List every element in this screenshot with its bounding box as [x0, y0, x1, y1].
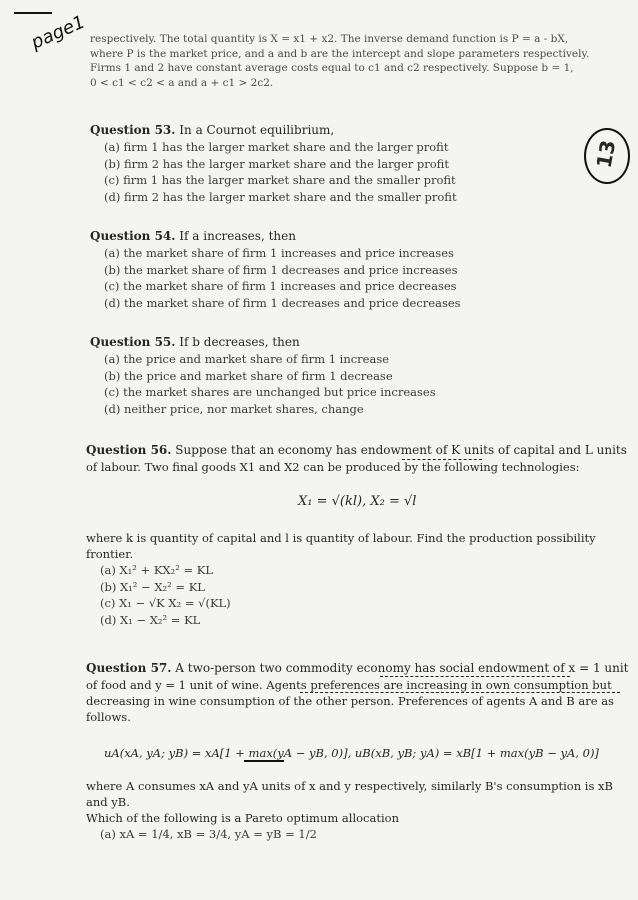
- question-57-text: of food and y = 1 unit of wine. Agents preferences are increasing in own consumption but: [86, 678, 612, 692]
- question-56-label: Question 56.: [86, 443, 172, 457]
- question-53-prompt: In a Cournot equilibrium,: [179, 123, 335, 137]
- question-56-text: of labour. Two final goods X1 and X2 can be produced by the following technologies:: [86, 460, 580, 474]
- question-57-text: decreasing in wine consumption of the other person. Preferences of agents A and B are as: [86, 694, 614, 708]
- question-54-option-a[interactable]: (a) the market share of firm 1 increases and price increases: [104, 246, 454, 260]
- question-57-label: Question 57.: [86, 661, 172, 675]
- intro-line: 0 < c1 < c2 < a and a + c1 > 2c2.: [90, 76, 274, 89]
- question-55: [90, 334, 436, 417]
- question-57-formula: uA(xA, yA; yB) = xA[1 + max(yA − yB, 0)], uB(xB, yB; yA) = xB[1 + max(yB − yA, 0)]: [104, 746, 599, 760]
- question-56-formula: X₁ = √(kl), X₂ = √l: [298, 494, 417, 509]
- intro-paragraph: [90, 32, 630, 90]
- handwritten-circled-number: [584, 128, 630, 184]
- question-56-text: Suppose that an economy has endowment of K units of capital and L units: [175, 443, 627, 457]
- question-55-prompt: If b decreases, then: [179, 335, 300, 349]
- question-56-option-b[interactable]: (b) X₁² − X₂² = KL: [100, 579, 205, 594]
- question-53-label: Question 53.: [90, 123, 176, 137]
- question-55-header: [90, 334, 436, 351]
- intro-line: where P is the market price, and a and b are the intercept and slope parameters respectively.: [90, 47, 590, 60]
- question-54-option-c[interactable]: (c) the market share of firm 1 increases and price decreases: [104, 279, 457, 293]
- question-56-text: frontier.: [86, 547, 134, 561]
- intro-line: Firms 1 and 2 have constant average costs equal to c1 and c2 respectively. Suppose b = 1,: [90, 62, 574, 74]
- handwritten-underline: [244, 760, 284, 762]
- question-57-text: follows.: [86, 710, 131, 724]
- question-56-text: where k is quantity of capital and l is quantity of labour. Find the production possibility: [86, 531, 596, 545]
- question-56: [86, 442, 631, 475]
- question-55-option-b[interactable]: (b) the price and market share of firm 1 decrease: [104, 368, 393, 383]
- question-55-label: Question 55.: [90, 335, 176, 349]
- handwritten-underline: [300, 692, 620, 693]
- handwritten-circled-text: 13: [591, 138, 621, 170]
- question-55-option-c[interactable]: (c) the market shares are unchanged but price increases: [104, 385, 436, 399]
- handwritten-underline: [402, 459, 482, 460]
- question-54-option-b[interactable]: (b) the market share of firm 1 decreases and price increases: [104, 262, 458, 277]
- question-54-option-d[interactable]: (d) the market share of firm 1 decreases and price decreases: [104, 295, 461, 310]
- question-53-option-a[interactable]: (a) firm 1 has the larger market share and the larger profit: [104, 140, 449, 154]
- question-57-line-1: [86, 660, 631, 677]
- question-57-text: where A consumes xA and yA units of x and y respectively, similarly B's consumption is xB: [86, 779, 613, 793]
- question-56-option-a[interactable]: (a) X₁² + KX₂² = KL: [100, 563, 214, 577]
- question-56-continued: [86, 530, 631, 628]
- question-54: [90, 228, 461, 311]
- question-56-line-1: [86, 442, 631, 459]
- question-54-header: [90, 228, 461, 245]
- question-53-header: [90, 122, 457, 139]
- question-53-option-c[interactable]: (c) firm 1 has the larger market share and the smaller profit: [104, 173, 456, 187]
- question-53-option-b[interactable]: (b) firm 2 has the larger market share and the larger profit: [104, 156, 449, 171]
- question-57-text: Which of the following is a Pareto optimum allocation: [86, 811, 399, 825]
- handwritten-underline: [380, 676, 570, 677]
- question-57-text: and yB.: [86, 795, 130, 809]
- handwritten-page-label: page1: [28, 11, 89, 54]
- question-57-option-a[interactable]: (a) xA = 1/4, xB = 3/4, yA = yB = 1/2: [100, 827, 317, 841]
- intro-line: respectively. The total quantity is X = x1 + x2. The inverse demand function is P = a - bX,: [90, 33, 569, 45]
- handwritten-dash: [14, 12, 52, 14]
- question-56-option-d[interactable]: (d) X₁ − X₂² = KL: [100, 612, 201, 627]
- question-53-option-d[interactable]: (d) firm 2 has the larger market share and the smaller profit: [104, 189, 457, 204]
- question-56-option-c[interactable]: (c) X₁ − √K X₂ = √(KL): [100, 596, 231, 610]
- question-53: [90, 122, 457, 205]
- question-54-prompt: If a increases, then: [179, 229, 296, 243]
- question-57-continued: [86, 778, 631, 843]
- question-55-option-d[interactable]: (d) neither price, nor market shares, change: [104, 401, 364, 416]
- question-54-label: Question 54.: [90, 229, 176, 243]
- question-55-option-a[interactable]: (a) the price and market share of firm 1 increase: [104, 352, 390, 366]
- question-57-text: A two-person two commodity economy has social endowment of x = 1 unit: [175, 661, 629, 675]
